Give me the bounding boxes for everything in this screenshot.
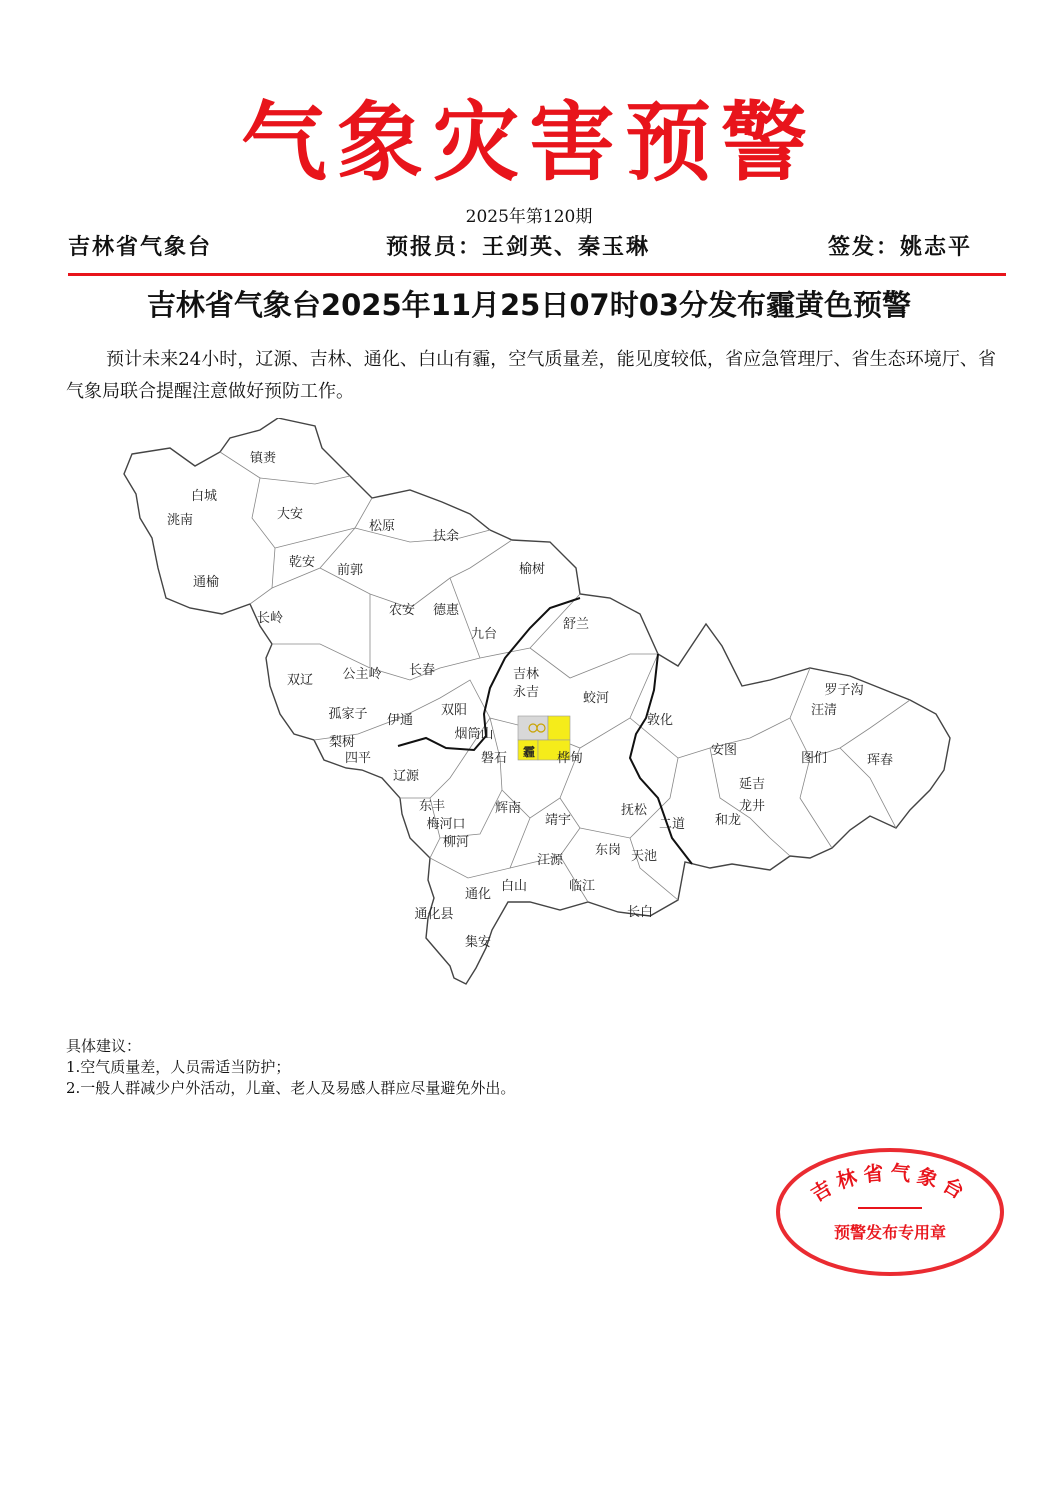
map-label: 天池 bbox=[630, 849, 658, 864]
map-label: 辽源 bbox=[392, 769, 420, 784]
map-label: 松原 bbox=[368, 519, 396, 534]
map-label: 桦甸 bbox=[556, 751, 584, 766]
header-divider bbox=[68, 273, 1006, 276]
map-label: 延吉 bbox=[738, 777, 766, 792]
map-label: 长春 bbox=[408, 663, 436, 678]
map-label: 抚松 bbox=[620, 803, 648, 818]
map-label: 罗子沟 bbox=[824, 683, 864, 698]
map-label: 二道 bbox=[658, 817, 686, 832]
map-label: 农安 bbox=[388, 603, 416, 618]
signer-line bbox=[828, 230, 972, 261]
seal-top-text: 吉林省气象台 bbox=[806, 1160, 974, 1207]
issuing-agency: 吉林省气象台 bbox=[68, 234, 213, 260]
map-label: 磐石 bbox=[480, 751, 508, 766]
advice-section bbox=[66, 1036, 515, 1099]
map-label: 公主岭 bbox=[342, 667, 382, 682]
signer-label: 签发： bbox=[828, 234, 901, 260]
forecasters-line bbox=[386, 230, 650, 261]
map-label: 吉林 bbox=[512, 667, 540, 682]
forecaster-label: 预报员： bbox=[386, 234, 483, 260]
map-label: 蛟河 bbox=[582, 691, 610, 706]
map-label: 通化县 bbox=[414, 907, 454, 922]
map-label: 敦化 bbox=[646, 713, 674, 728]
map-label: 汪清 bbox=[810, 703, 838, 718]
map-label: 洮南 bbox=[166, 513, 194, 528]
province-outline bbox=[124, 418, 950, 984]
map-label: 江源 bbox=[536, 853, 564, 868]
map-label: 双辽 bbox=[286, 673, 314, 688]
issue-number: 2025年第120期 bbox=[465, 207, 593, 227]
map-label: 德惠 bbox=[432, 603, 460, 618]
map-label: 镇赉 bbox=[249, 451, 277, 466]
map-label: 安图 bbox=[710, 743, 738, 758]
warning-body: 预计未来24小时，辽源、吉林、通化、白山有霾，空气质量差，能见度较低，省应急管理厅、省生态环境厅、省气象局联合提醒注意做好预防工作。 bbox=[66, 349, 996, 402]
map-label: 梅河口 bbox=[426, 817, 466, 832]
map-label: 四平 bbox=[344, 751, 372, 766]
signer-name: 姚志平 bbox=[900, 234, 973, 260]
map-label: 龙井 bbox=[738, 799, 766, 814]
map-label: 白城 bbox=[190, 489, 218, 504]
map-label: 烟筒山 bbox=[454, 727, 494, 742]
map-label: 图们 bbox=[800, 751, 828, 766]
map-label: 扶余 bbox=[432, 529, 460, 544]
map-label: 榆树 bbox=[518, 562, 546, 577]
map-label: 长白 bbox=[626, 905, 654, 920]
map-label: 东丰 bbox=[418, 799, 446, 814]
map-label: 东岗 bbox=[594, 843, 622, 858]
advice-title: 具体建议： bbox=[66, 1037, 142, 1055]
map-label: 通榆 bbox=[192, 575, 220, 590]
map-label: 前郭 bbox=[336, 563, 364, 578]
map-label: 伊通 bbox=[386, 713, 414, 728]
map-label: 通化 bbox=[464, 887, 492, 902]
map-label: 舒兰 bbox=[562, 617, 590, 632]
map-label: 临江 bbox=[568, 879, 596, 894]
seal-bottom-text: 预警发布专用章 bbox=[833, 1223, 947, 1242]
map-label: 双阳 bbox=[440, 703, 468, 718]
advice-item-2: 2.一般人群减少户外活动，儿童、老人及易感人群应尽量避免外出。 bbox=[66, 1079, 516, 1097]
map-label: 孤家子 bbox=[328, 707, 368, 722]
svg-text:吉林省气象台 bbox=[807, 1160, 974, 1206]
map-label: 柳河 bbox=[442, 835, 470, 850]
forecaster-names: 王剑英、秦玉琳 bbox=[482, 234, 651, 260]
svg-text:霾: 霾 bbox=[523, 745, 536, 759]
jilin-province-map bbox=[110, 418, 960, 994]
map-label: 珲春 bbox=[866, 753, 894, 768]
warning-headline: 吉林省气象台2025年11月25日07时03分发布霾黄色预警 bbox=[146, 288, 912, 322]
official-seal bbox=[774, 1146, 1006, 1278]
map-label: 白山 bbox=[500, 879, 528, 894]
map-label: 永吉 bbox=[512, 685, 540, 700]
map-label: 大安 bbox=[276, 507, 304, 522]
map-label: 九台 bbox=[470, 627, 498, 642]
map-label: 集安 bbox=[464, 935, 492, 950]
advice-item-1: 1.空气质量差，人员需适当防护； bbox=[66, 1058, 291, 1076]
map-label: 和龙 bbox=[714, 813, 742, 828]
bulletin-title: 气象灾害预警 bbox=[241, 92, 817, 193]
map-label: 辉南 bbox=[494, 801, 522, 816]
map-label: 长岭 bbox=[256, 611, 284, 626]
map-label: 靖宇 bbox=[544, 813, 572, 828]
map-label: 梨树 bbox=[328, 735, 356, 750]
map-label: 乾安 bbox=[288, 555, 316, 570]
